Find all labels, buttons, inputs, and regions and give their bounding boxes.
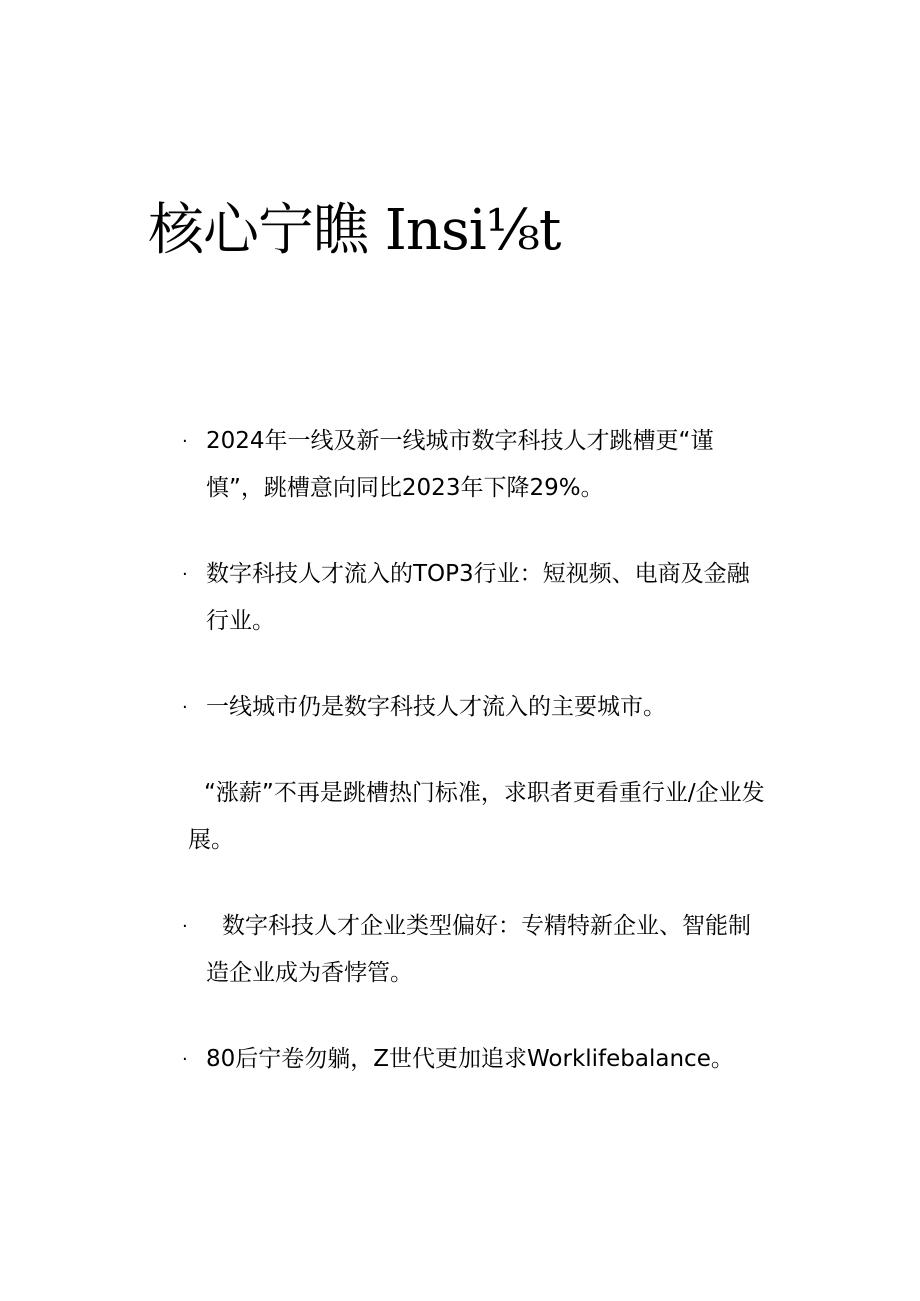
insight-item [176, 684, 766, 731]
insight-item [176, 1036, 766, 1083]
bullet-icon: · [182, 431, 188, 452]
insight-item [176, 770, 766, 864]
bullet-icon: · [182, 916, 188, 937]
insight-text: 数字科技人才流入的TOP3行业：短视频、电商及金融行业。 [206, 561, 750, 634]
insight-item [176, 551, 766, 645]
insight-text: 一线城市仍是数字科技人才流入的主要城市。 [206, 694, 666, 720]
insight-text: 2024年一线及新一线城市数字科技人才跳槽更“谨慎”，跳槽意向同比2023年下降29%。 [206, 428, 714, 501]
insight-text: 数字科技人才企业类型偏好：专精特新企业、智能制造企业成为香悖管。 [206, 913, 751, 986]
bullet-icon: · [182, 564, 188, 585]
insight-item [176, 903, 766, 997]
bullet-icon: · [182, 697, 188, 718]
bullet-icon: · [182, 1049, 188, 1070]
page-title: 核心宁瞧 Insi⅛t [148, 198, 561, 263]
insight-item [176, 418, 766, 512]
insight-text: “涨薪”不再是跳槽热门标准，求职者更看重行业/企业发展。 [188, 780, 765, 853]
insight-text: 80后宁卷勿躺，Z世代更加追求Worklifebalance。 [206, 1046, 734, 1072]
insight-list [176, 418, 766, 1122]
